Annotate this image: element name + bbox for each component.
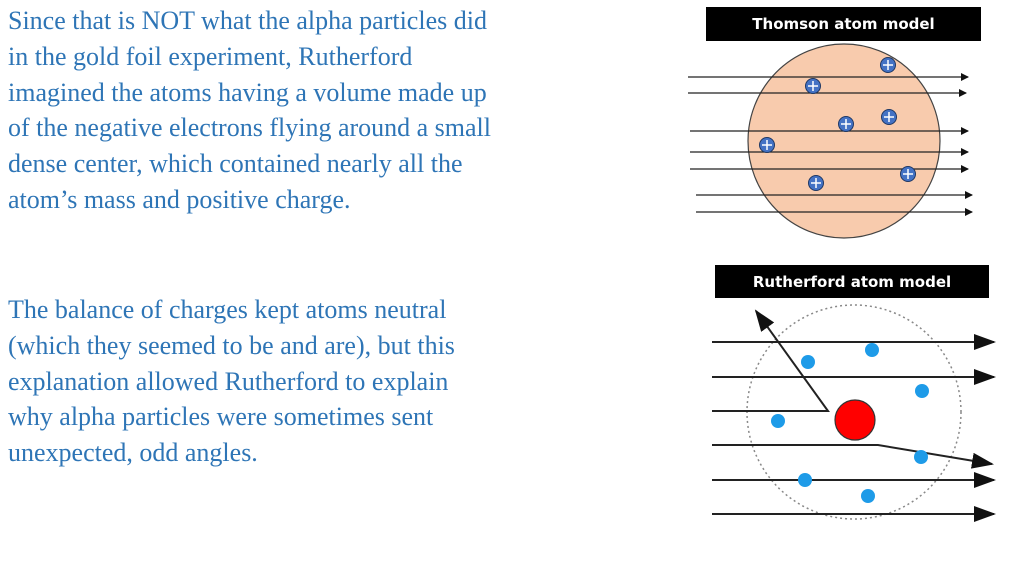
thomson-proton <box>760 138 775 153</box>
rutherford-electron <box>771 414 785 428</box>
paragraph-rutherford-model: Since that is NOT what the alpha particles did in the gold foil experiment, Rutherford imagined the atoms having a volume made up of the negative electrons flying around a small dense center, which contained nearly all the atom’s mass and positive charge. <box>8 6 492 214</box>
thomson-proton <box>901 167 916 182</box>
paragraph-charge-balance: The balance of charges kept atoms neutral (which they seemed to be and are), but this explanation allowed Rutherford to explain why alpha particles were sometimes sent unexpected, odd angles. <box>8 295 455 468</box>
rutherford-electron <box>914 450 928 464</box>
rutherford-electron <box>798 473 812 487</box>
thomson-proton <box>806 79 821 94</box>
thomson-model-label: Thomson atom model <box>706 7 981 41</box>
rutherford-electron <box>861 489 875 503</box>
thomson-proton <box>809 176 824 191</box>
rutherford-electron <box>915 384 929 398</box>
thomson-positive-sphere <box>748 44 940 238</box>
rutherford-electron <box>865 343 879 357</box>
rutherford-model-label: Rutherford atom model <box>715 265 989 298</box>
rutherford-electron <box>801 355 815 369</box>
rutherford-nucleus <box>835 400 875 440</box>
thomson-diagram <box>688 44 972 238</box>
thomson-proton <box>881 58 896 73</box>
thomson-proton <box>882 110 897 125</box>
thomson-proton <box>839 117 854 132</box>
rutherford-diagram <box>712 305 994 519</box>
rutherford-deflected-path <box>712 445 992 464</box>
